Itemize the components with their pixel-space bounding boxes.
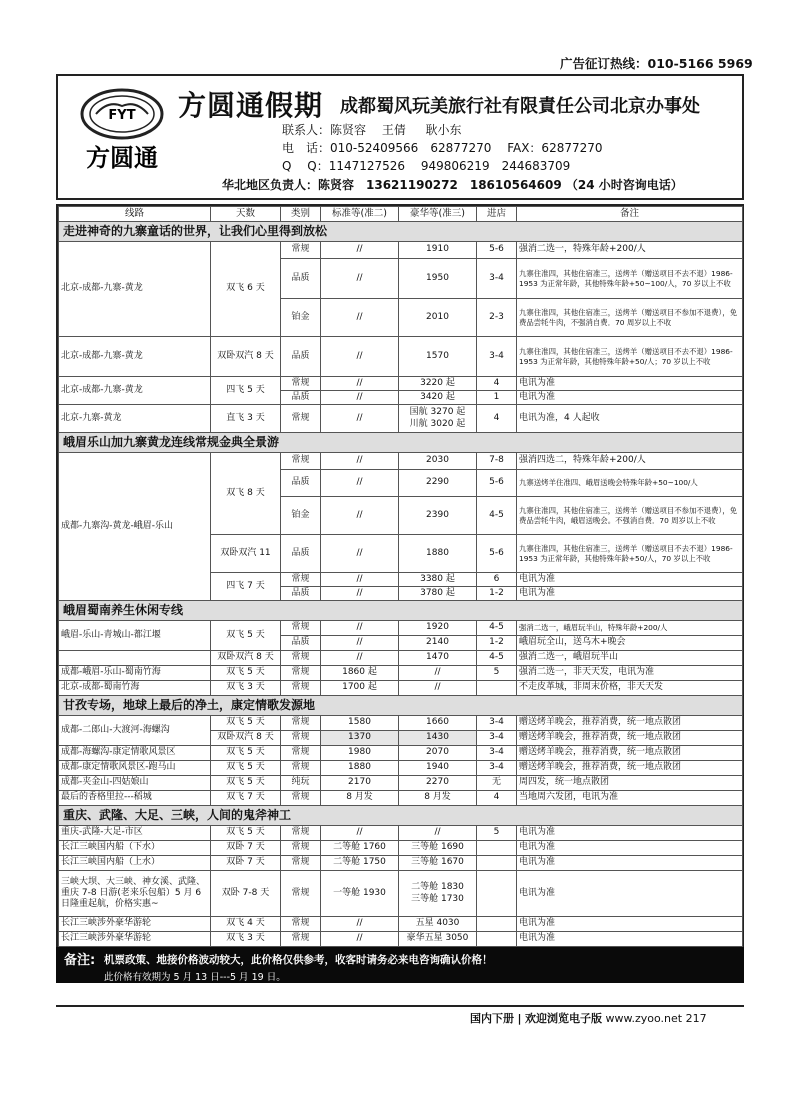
days-cell: 双卧双汽 8 天	[211, 731, 281, 746]
note-cell: 电讯为准	[517, 826, 743, 841]
section-title: 走进神奇的九寨童话的世界，让我们心里得到放松	[59, 222, 743, 242]
category-cell: 铂金	[281, 497, 321, 535]
footer-separator: |	[517, 1012, 522, 1025]
section-title: 峨眉蜀南养生休闲专线	[59, 601, 743, 621]
table-row	[59, 856, 743, 871]
route-cell: 成都-九寨沟-黄龙-峨眉-乐山	[59, 453, 211, 601]
route-cell: 北京-九寨-黄龙	[59, 405, 211, 433]
note-cell: 电讯为准	[517, 932, 743, 947]
shop-count-cell: 1-2	[477, 636, 517, 651]
shop-count-cell: 3-4	[477, 337, 517, 377]
category-cell: 常规	[281, 651, 321, 666]
luxury-price-cell: 1430	[399, 731, 477, 746]
footer-website: www.zyoo.net	[605, 1012, 683, 1025]
company-name: 成都蜀风玩美旅行社有限責任公司北京办事处	[340, 96, 700, 117]
category-cell: 常规	[281, 917, 321, 932]
shop-count-cell: 1-2	[477, 587, 517, 601]
standard-price-cell: //	[321, 636, 399, 651]
shop-count-cell: 1	[477, 391, 517, 405]
category-cell: 品质	[281, 391, 321, 405]
route-cell: 成都-峨眉-乐山-蜀南竹海	[59, 666, 211, 681]
price-table-container	[56, 204, 744, 949]
shop-count-cell: 5	[477, 666, 517, 681]
regional-manager-text: 华北地区负责人：陈贤容 13621190272 18610564609	[222, 178, 562, 192]
shop-count-cell: 3-4	[477, 761, 517, 776]
footer-section: 国内下册	[470, 1012, 514, 1025]
note-cell: 强消二选一，非天天发，电讯为准	[517, 666, 743, 681]
note-cell: 赠送烤羊晚会，推荐消费，统一地点散团	[517, 746, 743, 761]
remarks-text: 机票政策、地接价格波动较大，此价格仅供参考，收客时请务必来电咨询确认价格！	[104, 954, 493, 966]
luxury-price-cell: //	[399, 681, 477, 696]
section-header	[59, 433, 743, 453]
shop-count-cell: 4-5	[477, 497, 517, 535]
standard-price-cell: 1370	[321, 731, 399, 746]
days-cell: 双飞 7 天	[211, 791, 281, 806]
days-cell: 双飞 5 天	[211, 666, 281, 681]
shop-count-cell: 4	[477, 405, 517, 433]
route-cell: 成都-康定情歌风景区-跑马山	[59, 761, 211, 776]
luxury-price-cell: 3420 起	[399, 391, 477, 405]
table-row	[59, 917, 743, 932]
column-header: 标准等(准二)	[321, 207, 399, 222]
column-header: 备注	[517, 207, 743, 222]
column-header: 线路	[59, 207, 211, 222]
standard-price-cell: 二等舱 1760	[321, 841, 399, 856]
table-row	[59, 337, 743, 377]
standard-price-cell: 8 月发	[321, 791, 399, 806]
note-cell: 当地周六发团，电讯为准	[517, 791, 743, 806]
luxury-price-cell: 3780 起	[399, 587, 477, 601]
luxury-price-cell: 1920	[399, 621, 477, 636]
note-cell: 九寨住准四，其他住宿准三，送烤羊（赠送项目不去不退）1986-1953 为正常年龄，其他特殊年龄+50/人，70 岁以上不收	[517, 535, 743, 573]
note-cell: 强消四选二，特殊年龄+200/人	[517, 453, 743, 470]
footer-divider	[56, 1005, 744, 1007]
standard-price-cell: //	[321, 535, 399, 573]
route-cell: 成都-二郎山-大渡河-海螺沟	[59, 716, 211, 746]
category-cell: 常规	[281, 453, 321, 470]
luxury-price-cell: 3380 起	[399, 573, 477, 587]
route-cell: 北京-成都-九寨-黄龙	[59, 337, 211, 377]
route-cell: 峨眉-乐山-青城山-都江堰	[59, 621, 211, 651]
category-cell: 品质	[281, 587, 321, 601]
contact-phone: 电 话：010-52409566 62877270 FAX：62877270	[282, 141, 603, 155]
note-cell: 电讯为准	[517, 391, 743, 405]
luxury-price-cell: 2010	[399, 299, 477, 337]
shop-count-cell: 4	[477, 377, 517, 391]
category-cell: 常规	[281, 681, 321, 696]
shop-count-cell	[477, 681, 517, 696]
shop-count-cell: 6	[477, 573, 517, 587]
luxury-price-cell: 豪华五星 3050	[399, 932, 477, 947]
category-cell: 常规	[281, 405, 321, 433]
category-cell: 常规	[281, 242, 321, 259]
standard-price-cell: 1580	[321, 716, 399, 731]
column-header: 类别	[281, 207, 321, 222]
note-cell: 强消二选一，峨眉玩半山，特殊年龄+200/人	[517, 621, 743, 636]
days-cell: 双飞 4 天	[211, 917, 281, 932]
page-number: 217	[685, 1012, 707, 1025]
category-cell: 常规	[281, 621, 321, 636]
luxury-price-cell: 2030	[399, 453, 477, 470]
price-line: 二等舱 1830	[411, 882, 464, 893]
table-row	[59, 453, 743, 470]
days-cell: 直飞 3 天	[211, 405, 281, 433]
note-cell: 强消二选一，峨眉玩半山	[517, 651, 743, 666]
category-cell: 常规	[281, 731, 321, 746]
shop-count-cell: 5-6	[477, 242, 517, 259]
route-cell: 成都-夹金山-四姑娘山	[59, 776, 211, 791]
note-cell: 九寨住准四，其他住宿准三，送烤羊（赠送项目不参加不退费），免费品尝牦牛肉，峨眉送晚会。不强消自费．70 周岁以上不收	[517, 497, 743, 535]
route-cell: 长江三峡国内船（下水）	[59, 841, 211, 856]
shop-count-cell	[477, 932, 517, 947]
note-cell: 九寨住准四，其他住宿准三，送烤羊（赠送项目不参加不退费），免费品尝牦牛肉，不强消自费．70 周岁以上不收	[517, 299, 743, 337]
standard-price-cell: //	[321, 917, 399, 932]
remarks-banner	[56, 947, 744, 983]
luxury-price-cell: 3220 起	[399, 377, 477, 391]
standard-price-cell: //	[321, 377, 399, 391]
category-cell: 常规	[281, 826, 321, 841]
route-cell: 长江三峡涉外豪华游轮	[59, 917, 211, 932]
standard-price-cell: //	[321, 242, 399, 259]
table-row	[59, 242, 743, 259]
price-line: 川航 3020 起	[409, 418, 466, 429]
route-cell: 三峡大坝、大三峡、神女溪、武隆、重庆 7-8 日游(老来乐包船）5 月 6 日隆重起航，价格实惠~	[59, 871, 211, 917]
luxury-price-cell: 1910	[399, 242, 477, 259]
column-header: 豪华等(准三)	[399, 207, 477, 222]
days-cell: 双飞 5 天	[211, 761, 281, 776]
route-cell: 北京-成都-九寨-黄龙	[59, 377, 211, 405]
days-cell: 双飞 6 天	[211, 242, 281, 337]
note-cell: 电讯为准	[517, 841, 743, 856]
days-cell: 双飞 5 天	[211, 746, 281, 761]
luxury-price-cell: 2290	[399, 470, 477, 497]
route-cell	[59, 651, 211, 666]
days-cell: 双卧 7 天	[211, 856, 281, 871]
note-cell: 电讯为准，4 人起收	[517, 405, 743, 433]
standard-price-cell: 1700 起	[321, 681, 399, 696]
category-cell: 品质	[281, 259, 321, 299]
category-cell: 常规	[281, 573, 321, 587]
note-cell: 不走皮革城，非周末价格，非天天发	[517, 681, 743, 696]
category-cell: 常规	[281, 791, 321, 806]
contact-persons: 联系人：陈贤容 王倩 耿小东	[282, 123, 462, 137]
note-cell: 电讯为准	[517, 856, 743, 871]
standard-price-cell: 二等舱 1750	[321, 856, 399, 871]
days-cell: 双卧双汽 8 天	[211, 651, 281, 666]
shop-count-cell: 3-4	[477, 716, 517, 731]
category-cell: 常规	[281, 716, 321, 731]
section-title: 峨眉乐山加九寨黄龙连线常规金典全景游	[59, 433, 743, 453]
company-logo	[70, 84, 178, 176]
luxury-price-cell: 1950	[399, 259, 477, 299]
luxury-price-cell: 1470	[399, 651, 477, 666]
standard-price-cell: 1980	[321, 746, 399, 761]
section-header	[59, 696, 743, 716]
luxury-price-cell	[399, 405, 477, 433]
days-cell: 双卧 7-8 天	[211, 871, 281, 917]
standard-price-cell: //	[321, 932, 399, 947]
luxury-price-cell: //	[399, 826, 477, 841]
route-cell: 最后的香格里拉---稻城	[59, 791, 211, 806]
days-cell: 四飞 5 天	[211, 377, 281, 405]
contact-qq: Q Q：1147127526 949806219 244683709	[282, 159, 571, 173]
luxury-price-cell: 1660	[399, 716, 477, 731]
luxury-price-cell: 三等舱 1670	[399, 856, 477, 871]
category-cell: 品质	[281, 535, 321, 573]
price-table	[58, 206, 743, 947]
route-cell: 长江三峡涉外豪华游轮	[59, 932, 211, 947]
shop-count-cell: 5-6	[477, 535, 517, 573]
category-cell: 品质	[281, 636, 321, 651]
standard-price-cell: 1860 起	[321, 666, 399, 681]
days-cell: 双飞 8 天	[211, 453, 281, 535]
table-row	[59, 871, 743, 917]
table-row	[59, 841, 743, 856]
shop-count-cell	[477, 856, 517, 871]
page-footer	[470, 1010, 707, 1026]
price-line: 国航 3270 起	[409, 407, 466, 418]
shop-count-cell	[477, 917, 517, 932]
table-row	[59, 681, 743, 696]
regional-manager	[222, 176, 683, 193]
column-header: 天数	[211, 207, 281, 222]
shop-count-cell: 4-5	[477, 651, 517, 666]
shop-count-cell: 3-4	[477, 731, 517, 746]
table-row	[59, 377, 743, 391]
footer-slogan: 欢迎浏览电子版	[525, 1012, 603, 1025]
category-cell: 品质	[281, 337, 321, 377]
note-cell: 电讯为准	[517, 871, 743, 917]
table-row	[59, 666, 743, 681]
table-row	[59, 651, 743, 666]
section-header	[59, 601, 743, 621]
standard-price-cell: //	[321, 470, 399, 497]
note-cell: 电讯为准	[517, 917, 743, 932]
standard-price-cell: //	[321, 391, 399, 405]
category-cell: 常规	[281, 856, 321, 871]
section-header	[59, 222, 743, 242]
days-cell: 双飞 5 天	[211, 716, 281, 731]
note-cell: 电讯为准	[517, 587, 743, 601]
standard-price-cell: //	[321, 587, 399, 601]
logo-name: 方圆通	[86, 143, 158, 172]
table-header-row	[59, 207, 743, 222]
table-row	[59, 791, 743, 806]
category-cell: 常规	[281, 746, 321, 761]
luxury-price-cell: 2390	[399, 497, 477, 535]
luxury-price-cell: 三等舱 1690	[399, 841, 477, 856]
standard-price-cell: //	[321, 826, 399, 841]
luxury-price-cell: 1880	[399, 535, 477, 573]
route-cell: 北京-成都-蜀南竹海	[59, 681, 211, 696]
luxury-price-cell: 2070	[399, 746, 477, 761]
days-cell: 双飞 5 天	[211, 776, 281, 791]
price-line: 三等舱 1730	[411, 893, 464, 904]
table-row	[59, 716, 743, 731]
note-cell: 电讯为准	[517, 377, 743, 391]
note-cell: 赠送烤羊晚会，推荐消费，统一地点散团	[517, 731, 743, 746]
shop-count-cell: 无	[477, 776, 517, 791]
days-cell: 双卧 7 天	[211, 841, 281, 856]
table-row	[59, 826, 743, 841]
standard-price-cell: 1880	[321, 761, 399, 776]
price-validity: 此价格有效期为 5 月 13 日---5 月 19 日。	[104, 972, 286, 983]
standard-price-cell: //	[321, 405, 399, 433]
luxury-price-cell: 1940	[399, 761, 477, 776]
section-title: 甘孜专场，地球上最后的净土，康定情歌发源地	[59, 696, 743, 716]
note-cell: 周四发，统一地点散团	[517, 776, 743, 791]
standard-price-cell: //	[321, 453, 399, 470]
standard-price-cell: 2170	[321, 776, 399, 791]
table-row	[59, 405, 743, 433]
shop-count-cell: 4	[477, 791, 517, 806]
note-cell: 电讯为准	[517, 573, 743, 587]
standard-price-cell: //	[321, 299, 399, 337]
shop-count-cell: 3-4	[477, 259, 517, 299]
days-cell: 双卧双汽 8 天	[211, 337, 281, 377]
standard-price-cell: //	[321, 621, 399, 636]
consult-note: （24 小时咨询电话）	[565, 178, 683, 192]
table-row	[59, 746, 743, 761]
shop-count-cell: 2-3	[477, 299, 517, 337]
category-cell: 常规	[281, 841, 321, 856]
days-cell: 四飞 7 天	[211, 573, 281, 601]
category-cell: 常规	[281, 932, 321, 947]
route-cell: 北京-成都-九寨-黄龙	[59, 242, 211, 337]
section-title: 重庆、武隆、大足、三峡，人间的鬼斧神工	[59, 806, 743, 826]
days-cell: 双飞 3 天	[211, 932, 281, 947]
standard-price-cell: //	[321, 259, 399, 299]
luxury-price-cell: 1570	[399, 337, 477, 377]
shop-count-cell: 5	[477, 826, 517, 841]
table-row	[59, 776, 743, 791]
shop-count-cell: 5-6	[477, 470, 517, 497]
category-cell: 品质	[281, 470, 321, 497]
section-header	[59, 806, 743, 826]
remarks-label: 备注:	[64, 953, 96, 968]
luxury-price-cell: 五星 4030	[399, 917, 477, 932]
note-cell: 九寨住准四，其他住宿准三，送烤羊（赠送项目不去不退）1986-1953 为正常年龄，其他特殊年龄+50/人；70 岁以上不收	[517, 337, 743, 377]
luxury-price-cell: 2140	[399, 636, 477, 651]
note-cell: 赠送烤羊晚会，推荐消费，统一地点散团	[517, 716, 743, 731]
days-cell: 双飞 5 天	[211, 826, 281, 841]
ad-hotline: 广告征订热线：010-5166 5969	[560, 56, 753, 71]
note-cell: 峨眉玩全山，送乌木+晚会	[517, 636, 743, 651]
category-cell: 铂金	[281, 299, 321, 337]
days-cell: 双飞 3 天	[211, 681, 281, 696]
note-cell: 强消二选一，特殊年龄+200/人	[517, 242, 743, 259]
note-cell: 九寨住准四，其他住宿准三，送烤羊（赠送项目不去不退）1986-1953 为正常年龄，其他特殊年龄+50~100/人，70 岁以上不收	[517, 259, 743, 299]
luxury-price-cell: 8 月发	[399, 791, 477, 806]
note-cell: 赠送烤羊晚会，推荐消费，统一地点散团	[517, 761, 743, 776]
standard-price-cell: 一等舱 1930	[321, 871, 399, 917]
shop-count-cell	[477, 871, 517, 917]
luxury-price-cell	[399, 871, 477, 917]
category-cell: 纯玩	[281, 776, 321, 791]
shop-count-cell: 3-4	[477, 746, 517, 761]
luxury-price-cell: 2270	[399, 776, 477, 791]
logo-letters: FYT	[108, 108, 136, 123]
shop-count-cell: 4-5	[477, 621, 517, 636]
shop-count-cell: 7-8	[477, 453, 517, 470]
column-header: 进店	[477, 207, 517, 222]
standard-price-cell: //	[321, 651, 399, 666]
standard-price-cell: //	[321, 497, 399, 535]
brand-name: 方圆通假期	[178, 89, 324, 122]
note-cell: 九寨送烤羊住准四、峨眉送晚会特殊年龄+50~100/人	[517, 470, 743, 497]
luxury-price-cell: //	[399, 666, 477, 681]
table-row	[59, 932, 743, 947]
table-row	[59, 621, 743, 636]
category-cell: 常规	[281, 666, 321, 681]
standard-price-cell: //	[321, 573, 399, 587]
route-cell: 重庆-武隆-大足-市区	[59, 826, 211, 841]
shop-count-cell	[477, 841, 517, 856]
days-cell: 双飞 5 天	[211, 621, 281, 651]
table-row	[59, 761, 743, 776]
route-cell: 成都-海螺沟-康定情歌风景区	[59, 746, 211, 761]
category-cell: 常规	[281, 377, 321, 391]
days-cell: 双卧双汽 11	[211, 535, 281, 573]
standard-price-cell: //	[321, 337, 399, 377]
category-cell: 常规	[281, 761, 321, 776]
category-cell: 常规	[281, 871, 321, 917]
route-cell: 长江三峡国内船（上水）	[59, 856, 211, 871]
